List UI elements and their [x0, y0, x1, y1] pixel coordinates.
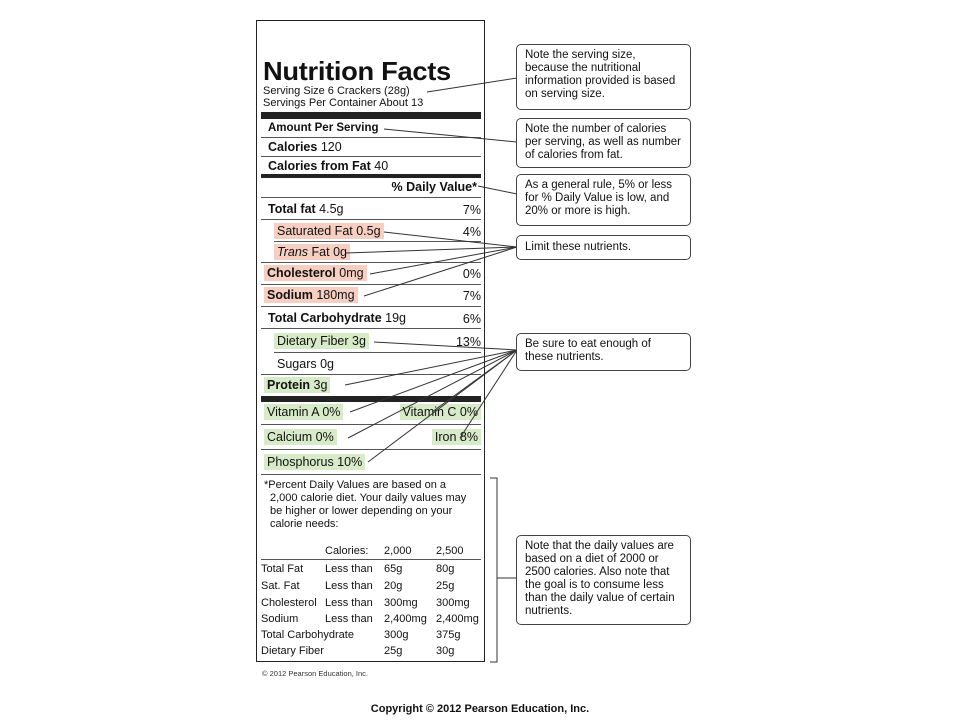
- footnote-line-2: 2,000 calorie diet. Your daily values may: [270, 492, 467, 504]
- ft-row-2500: 375g: [436, 629, 461, 641]
- limit-leader: [384, 232, 517, 247]
- footnote-header-2000: 2,000: [384, 545, 412, 557]
- ft-row-name: Total Fat: [261, 563, 304, 575]
- eat-leader: [460, 350, 517, 438]
- ft-row-limit: Less than: [325, 580, 373, 592]
- saturated-fat-pct: 4%: [462, 225, 481, 239]
- callout-calories: Note the number of calories per serving, as well as number of calories from fat.: [516, 118, 691, 168]
- dv-header: % Daily Value*: [391, 180, 477, 194]
- ft-row-2000: 300g: [384, 629, 409, 641]
- calories-label: Calories: [268, 140, 318, 154]
- trans-fat-amount: 0g: [333, 245, 347, 259]
- calories-fat-label: Calories from Fat: [268, 159, 371, 173]
- ft-row-2500: 2,400mg: [436, 613, 479, 625]
- serving-size: Serving Size 6 Crackers (28g): [263, 85, 410, 97]
- calcium-text: Calcium 0%: [264, 429, 337, 445]
- dv-leader: [478, 186, 517, 194]
- total-fat-pct: 7%: [462, 203, 481, 217]
- footnote-bracket: [490, 478, 517, 662]
- label-copyright: © 2012 Pearson Education, Inc.: [262, 669, 369, 678]
- fiber-label: Dietary Fiber: [277, 334, 349, 348]
- ft-row-2500: 300mg: [436, 597, 470, 609]
- calories-value: 120: [320, 140, 342, 154]
- saturated-fat-label: Saturated Fat: [277, 224, 353, 238]
- total-fat-label: Total fat: [268, 202, 316, 216]
- ft-row-2000: 25g: [384, 645, 403, 657]
- protein-amount: 3g: [313, 378, 328, 392]
- callout-limit: Limit these nutrients.: [516, 235, 691, 260]
- callout-eat-enough: Be sure to eat enough of these nutrients.: [516, 333, 691, 371]
- total-fat-amount: 4.5g: [319, 202, 344, 216]
- eat-leader: [350, 350, 517, 412]
- protein-label: Protein: [267, 378, 311, 392]
- sodium-amount: 180mg: [316, 288, 355, 302]
- ft-row-2000: 65g: [384, 563, 403, 575]
- ft-row-2500: 30g: [436, 645, 455, 657]
- callout-daily-values-note: Note that the daily values are based on a diet of 2000 or 2500 calories. Also note that the goal is to consume less than the daily value of certain nutrients.: [516, 535, 691, 625]
- trans-fat-italic: Trans: [277, 245, 309, 259]
- serving-leader: [427, 78, 517, 92]
- phosphorus-text: Phosphorus 10%: [264, 454, 365, 470]
- servings-per-container: Servings Per Container About 13: [263, 97, 424, 109]
- eat-leader: [368, 350, 517, 462]
- ft-row-2500: 80g: [436, 563, 455, 575]
- ft-row-name: Total Carbohydrate: [261, 629, 354, 641]
- sugars-amount: 0g: [320, 357, 334, 371]
- total-carb-amount: 19g: [385, 311, 407, 325]
- iron-text: Iron 8%: [432, 429, 481, 445]
- calories-leader: [384, 129, 517, 142]
- total-carb-pct: 6%: [462, 312, 481, 326]
- footnote-header-2500: 2,500: [436, 545, 464, 557]
- callout-daily-value: As a general rule, 5% or less for % Daily Value is low, and 20% or more is high.: [516, 174, 691, 226]
- calories-fat-value: 40: [374, 159, 389, 173]
- ft-row-2000: 2,400mg: [384, 613, 427, 625]
- ft-row-name: Sodium: [261, 613, 299, 625]
- ft-row-2000: 20g: [384, 580, 403, 592]
- ft-row-limit: Less than: [325, 613, 373, 625]
- slide-copyright: Copyright © 2012 Pearson Education, Inc.: [370, 703, 590, 715]
- eat-leader: [345, 350, 517, 385]
- ft-row-name: Dietary Fiber: [261, 645, 324, 657]
- footnote-line-3: be higher or lower depending on your: [270, 505, 453, 517]
- sodium-label: Sodium: [267, 288, 313, 302]
- eat-leader: [374, 342, 517, 350]
- ft-row-limit: Less than: [325, 563, 373, 575]
- sodium-pct: 7%: [462, 289, 481, 303]
- footnote-header-calories: Calories:: [325, 545, 369, 557]
- vitamin-a-text: Vitamin A 0%: [264, 404, 343, 420]
- vitamin-c-text: Vitamin C 0%: [400, 404, 482, 420]
- trans-fat-label: Fat: [311, 245, 330, 259]
- saturated-fat-amount: 0.5g: [356, 224, 381, 238]
- ft-row-2500: 25g: [436, 580, 455, 592]
- fiber-amount: 3g: [352, 334, 366, 348]
- ft-row-2000: 300mg: [384, 597, 418, 609]
- cholesterol-label: Cholesterol: [267, 266, 336, 280]
- fiber-pct: 13%: [455, 335, 481, 349]
- ft-row-name: Sat. Fat: [261, 580, 300, 592]
- limit-leader: [364, 247, 517, 296]
- footnote-line-1: *Percent Daily Values are based on a: [264, 479, 447, 491]
- ft-row-limit: Less than: [325, 597, 373, 609]
- label-title: Nutrition Facts: [263, 56, 451, 86]
- cholesterol-pct: 0%: [462, 267, 481, 281]
- eat-leader: [348, 350, 517, 438]
- sugars-label: Sugars: [277, 357, 317, 371]
- callout-serving: Note the serving size, because the nutritional information provided is based on serving size.: [516, 44, 691, 110]
- ft-row-name: Cholesterol: [261, 597, 317, 609]
- cholesterol-amount: 0mg: [339, 266, 364, 280]
- total-carb-label: Total Carbohydrate: [268, 311, 382, 325]
- footnote-line-4: calorie needs:: [270, 518, 339, 530]
- amount-per-serving: Amount Per Serving: [268, 122, 379, 134]
